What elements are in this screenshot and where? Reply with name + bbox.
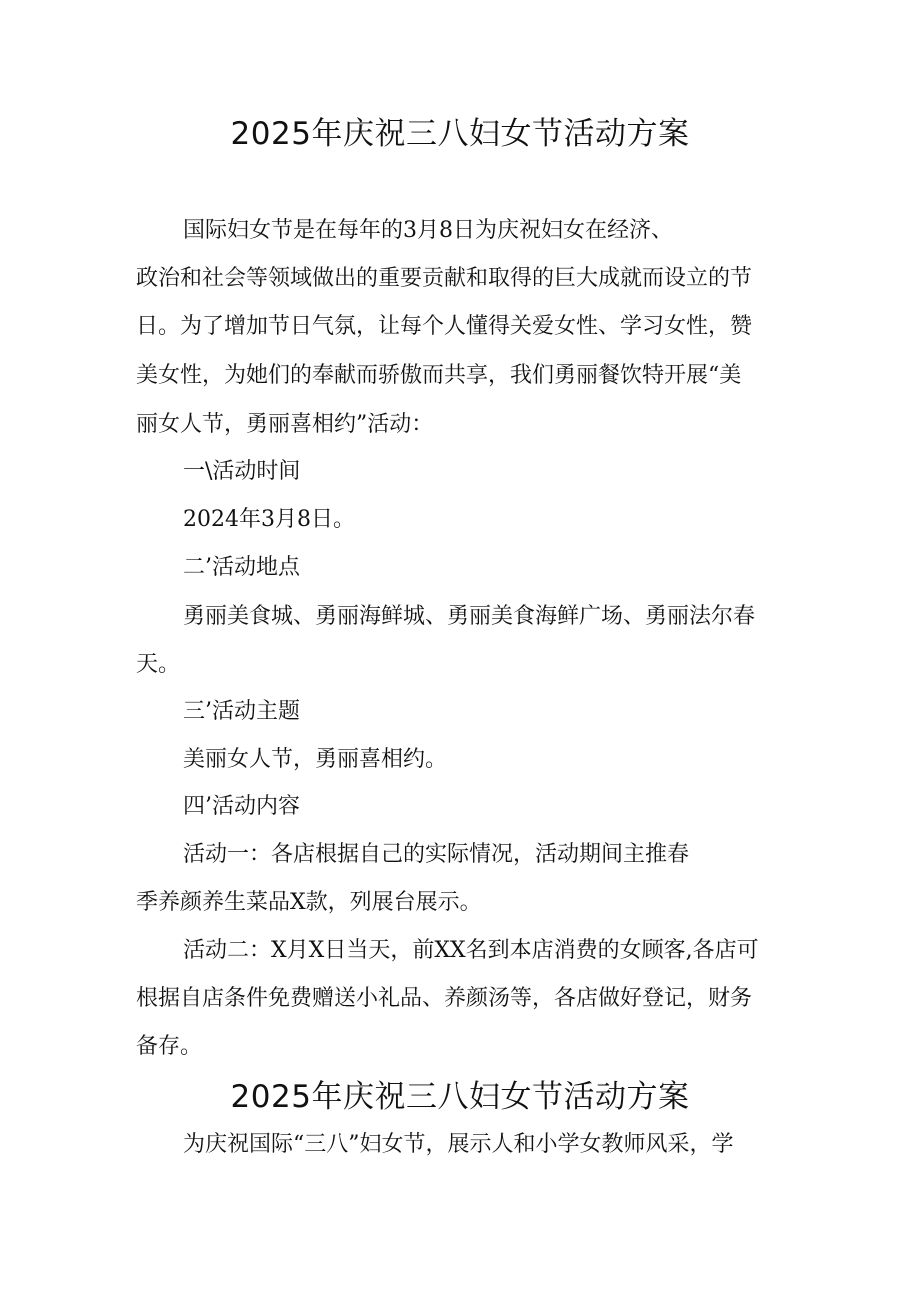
- second-intro-line: 为庆祝国际“三八”妇女节，展示人和小学女教师风采，学: [183, 1132, 734, 1157]
- section-body-location: 勇丽美食城、勇丽海鲜城、勇丽美食海鲜广场、勇丽法尔春: [183, 604, 756, 629]
- section-heading-content: 四’活动内容: [183, 794, 300, 819]
- section-body-time: 2024年3月8日。: [183, 507, 355, 532]
- intro-line: 国际妇女节是在每年的3月8日为庆祝妇女在经济、: [183, 218, 673, 243]
- section-heading-location: 二’活动地点: [183, 555, 300, 580]
- section-heading-time: 一\活动时间: [183, 459, 301, 484]
- section-heading-theme: 三’活动主题: [183, 699, 300, 724]
- intro-line: 政治和社会等领域做出的重要贡献和取得的巨大成就而设立的节: [136, 266, 753, 291]
- activity-one-line: 活动一：各店根据自己的实际情况，活动期间主推春: [183, 842, 690, 867]
- section-body-location: 天。: [136, 652, 181, 677]
- activity-two-line: 活动二：X月X日当天，前XX名到本店消费的女顾客,各店可: [183, 938, 759, 963]
- intro-line: 美女性，为她们的奉献而骄傲而共享，我们勇丽餐饮特开展“美: [136, 363, 742, 388]
- activity-one-line: 季养颜养生菜品X款，列展台展示。: [136, 890, 482, 915]
- section-body-theme: 美丽女人节，勇丽喜相约。: [183, 747, 448, 772]
- activity-two-line: 备存。: [136, 1034, 203, 1059]
- intro-line: 丽女人节，勇丽喜相约”活动：: [136, 412, 434, 437]
- second-document-title: 2025年庆祝三八妇女节活动方案: [230, 1079, 690, 1115]
- document-title: 2025年庆祝三八妇女节活动方案: [230, 116, 690, 152]
- intro-line: 日。为了增加节日气氛，让每个人懂得关爱女性、学习女性，赞: [136, 314, 753, 339]
- activity-two-line: 根据自店条件免费赠送小礼品、养颜汤等，各店做好登记，财务: [136, 986, 753, 1011]
